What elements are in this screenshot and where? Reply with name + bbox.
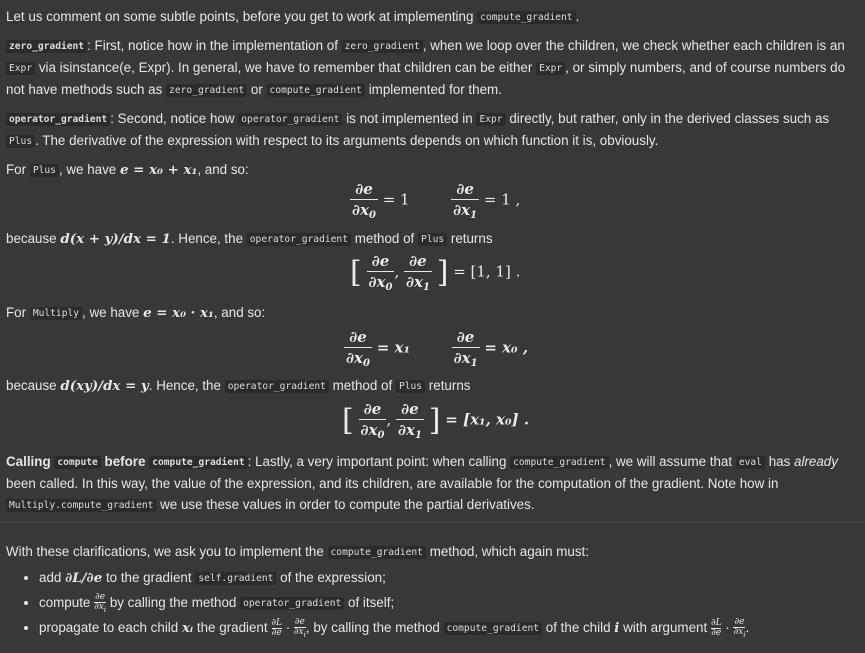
inline-code: Plus [396,380,425,393]
text: the gradient [196,620,268,635]
equation-value: = 1 , [483,190,521,209]
fraction: $\frac{\partial e}{\partial x_1}$ [453,328,478,369]
math-expression: e = x₀ · x₁ [143,305,214,321]
fraction: $\frac{\partial L}{\partial e}$ [710,617,722,638]
inline-code: Expr [6,62,35,75]
text: : Lastly, a very important point: when calling [247,454,507,469]
paragraph-heading-code: zero_gradient [6,40,87,53]
fraction: $\frac{\partial e}{\partial x_1}$ [397,400,422,441]
inline-code: Multiply.compute_gradient [6,499,156,512]
text: via isinstance(e, Expr). In general, we have to remember that children can be either [38,60,533,75]
inline-code: Expr [536,62,565,75]
text: For [6,305,27,320]
equation-value: = x₀ , [484,338,529,357]
inline-code: Plus [6,135,35,148]
inline-code: Expr [476,113,505,126]
inline-code: Plus [30,164,59,177]
text: , when we loop over the children, we check whether each children is an [422,38,845,53]
paragraph-heading-code: compute_gradient [149,456,247,469]
text: , we have [58,162,117,177]
inline-code: Plus [418,233,447,246]
math-expression: e = x₀ + x₁ [120,162,198,178]
inline-code: compute_gradient [444,622,542,635]
text: has [768,454,791,469]
fraction: $\frac{\partial e}{\partial x_1}$ [453,180,478,221]
text: been called. In this way, the value of the expression, and its children, are available for the computation of the gradient. Note how in [6,476,779,491]
math-expression: i [614,620,620,636]
fraction: $\frac{\partial e}{\partial x_0}$ [360,400,385,441]
text: because [6,378,57,393]
text: compute [39,595,91,610]
text: of the child [545,620,611,635]
text: . [745,620,750,635]
inline-code: compute_gradient [510,456,608,469]
text: propagate to each child [39,620,179,635]
math-expression: d(xy)/dx = y [60,378,149,394]
plus-gradient-vector-equation: [ $\frac{\partial e}{\partial x_0}$ , $\frac{\partial e}{\partial x_1}$ ] = [1, 1] . [350,252,521,293]
text: , by calling the method [305,620,440,635]
inline-code: operator_gradient [225,380,329,393]
intro-paragraph [6,0,859,28]
equation-value: = [x₁, x₀] . [445,410,530,429]
text: add [39,570,62,585]
text: , we will assume that [608,454,733,469]
math-expression: d(x + y)/dx = 1 [60,231,171,247]
text: implemented for them. [368,82,502,97]
math-expression: ∂L/∂e [65,570,103,586]
multiply-gradient-vector-equation: [ $\frac{\partial e}{\partial x_0}$ , $\frac{\partial e}{\partial x_1}$ ] = [x₁, x₀] . [342,400,530,441]
multiply-because-paragraph [6,375,470,397]
equation-value: = 1 [382,190,410,209]
fraction: $\frac{\partial L}{\partial e}$ [271,617,282,638]
equation-value: = x₁ [376,338,411,357]
fraction: $\frac{\partial e}{\partial x_0}$ [368,252,393,293]
text: method, which again must: [429,544,589,559]
text: , we have [82,305,140,320]
text: of itself; [348,595,395,610]
text: . The derivative of the expression with respect to its arguments depends on which function it is, obviously. [35,133,659,148]
paragraph-heading-code: compute [54,456,100,469]
plus-paragraph [6,159,859,181]
list-item [39,591,859,616]
task-intro-paragraph [6,524,859,563]
text: returns [428,378,471,393]
inline-code: zero_gradient [342,40,423,53]
text: with argument [623,620,708,635]
inline-code: Multiply [30,307,82,320]
multiply-partial-derivatives-equation [344,328,528,369]
emphasis: already [794,454,838,469]
inline-code: compute_gradient [477,11,575,24]
fraction: $\frac{\partial e}{\partial x_1}$ [405,252,430,293]
inline-code: compute_gradient [328,546,426,559]
text: With these clarifications, we ask you to implement the [6,544,324,559]
text: method of [354,231,415,246]
intro-text: Let us comment on some subtle points, before you get to work at implementing [6,9,474,24]
operator-gradient-paragraph [6,108,859,152]
period: . [575,9,580,24]
text: or [250,82,263,97]
inline-code: zero_gradient [166,84,247,97]
fraction: $\frac{\partial e}{\partial x_i}$ [733,616,746,639]
text: before [104,454,146,469]
text: . Hence, the [148,378,221,393]
plus-partial-derivatives-equation [350,180,520,221]
text: For [6,162,27,177]
plus-because-paragraph [6,228,493,250]
fraction: $\frac{\partial e}{\partial x_i}$ [94,591,107,614]
text: : Second, notice how [110,111,235,126]
text: to the gradient [105,570,192,585]
markdown-cell-task[interactable] [0,523,865,641]
fraction: $\frac{\partial e}{\partial x_0}$ [352,180,376,221]
text: by calling the method [109,595,237,610]
calling-compute-paragraph [6,451,853,516]
text: , and so: [197,162,249,177]
task-list [6,566,859,641]
list-item [39,566,859,591]
equation-value: = [1, 1] . [453,262,521,281]
inline-code: eval [736,456,765,469]
text: . Hence, the [170,231,244,246]
paragraph-heading-code: operator_gradient [6,113,110,126]
inline-code: operator_gradient [247,233,351,246]
list-item: • propagate to each child xᵢ the gradient $\frac{\partial L}{\partial e}$ · $\frac{\partial e}{\partial x_i}$ , by calling the method compute_gradient of the child i with argument $\frac{\partial L}{\partial e}$ · $\frac{\partial e}{\partial x_i}$ . [39,616,859,641]
inline-code: operator_gradient [240,597,344,610]
math-expression: xᵢ [181,620,194,636]
text: : First, notice how in the implementation of [87,38,338,53]
text: method of [332,378,393,393]
text: , and so: [213,305,266,320]
text: directly, but rather, only in the derived classes such as [509,111,830,126]
multiply-paragraph [6,302,265,324]
text: because [6,231,57,246]
inline-code: compute_gradient [267,84,365,97]
text: , or simply numbers, and of course numbers do not have methods such as [6,60,846,97]
text: returns [450,231,493,246]
inline-code: operator_gradient [238,113,342,126]
text: we use these values in order to compute the partial derivatives. [160,497,535,512]
zero-gradient-paragraph [6,35,859,101]
text: Calling [6,454,51,469]
inline-code: self.gradient [195,572,276,585]
text: of the expression; [280,570,386,585]
fraction: $\frac{\partial e}{\partial x_0}$ [346,328,370,369]
text: is not implemented in [346,111,473,126]
fraction: $\frac{\partial e}{\partial x_i}$ [293,616,306,639]
